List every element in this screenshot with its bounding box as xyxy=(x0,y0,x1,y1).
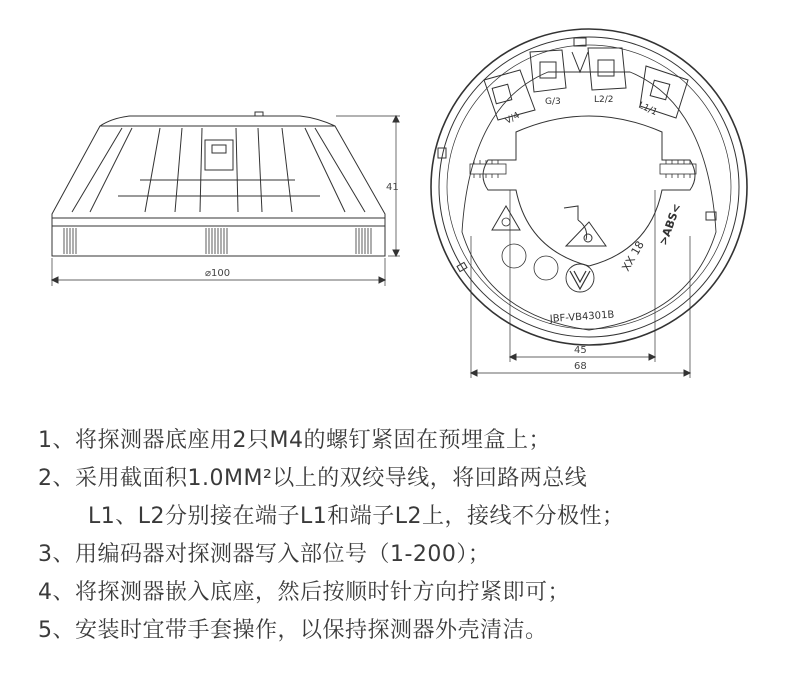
terminal-label-g3: G/3 xyxy=(545,97,561,107)
diameter-dimension: ⌀100 xyxy=(205,268,231,279)
instruction-number: 2、 xyxy=(38,466,75,491)
instruction-item xyxy=(38,498,625,536)
instruction-text: 安装时宜带手套操作，以保持探测器外壳清洁。 xyxy=(75,618,548,643)
instruction-text: 将探测器底座用2只M4的螺钉紧固在预埋盒上； xyxy=(75,428,551,453)
model-label: JBF-VB4301B xyxy=(549,309,615,325)
side-view xyxy=(52,112,400,286)
instruction-item xyxy=(38,460,625,498)
instruction-number: 1、 xyxy=(38,428,75,453)
terminal-label-l2: L2/2 xyxy=(594,95,614,105)
instruction-text: 用编码器对探测器写入部位号（1-200）； xyxy=(75,542,491,567)
instruction-text: L1、L2分别接在端子L1和端子L2上，接线不分极性； xyxy=(88,504,625,529)
height-dimension: 41 xyxy=(386,182,399,193)
instruction-number: 5、 xyxy=(38,618,75,643)
instruction-item xyxy=(38,422,625,460)
instruction-text: 采用截面积1.0MM²以上的双绞导线，将回路两总线 xyxy=(75,466,588,491)
material-label: >ABS< xyxy=(656,201,684,248)
inner-dimension: 45 xyxy=(574,345,587,356)
installation-instructions xyxy=(38,422,625,650)
terminal-label-l1: L1/1 xyxy=(636,100,659,118)
instruction-item xyxy=(38,536,625,574)
terminal-label-v4: V/4 xyxy=(503,110,522,127)
outer-dimension: 68 xyxy=(574,361,587,372)
material-code: XX 18 xyxy=(619,238,647,274)
instruction-item xyxy=(38,612,625,650)
instruction-number: 3、 xyxy=(38,542,75,567)
top-view xyxy=(431,29,747,378)
instruction-number: 4、 xyxy=(38,580,75,605)
instruction-text: 将探测器嵌入底座，然后按顺时针方向拧紧即可； xyxy=(75,580,571,605)
instruction-item xyxy=(38,574,625,612)
